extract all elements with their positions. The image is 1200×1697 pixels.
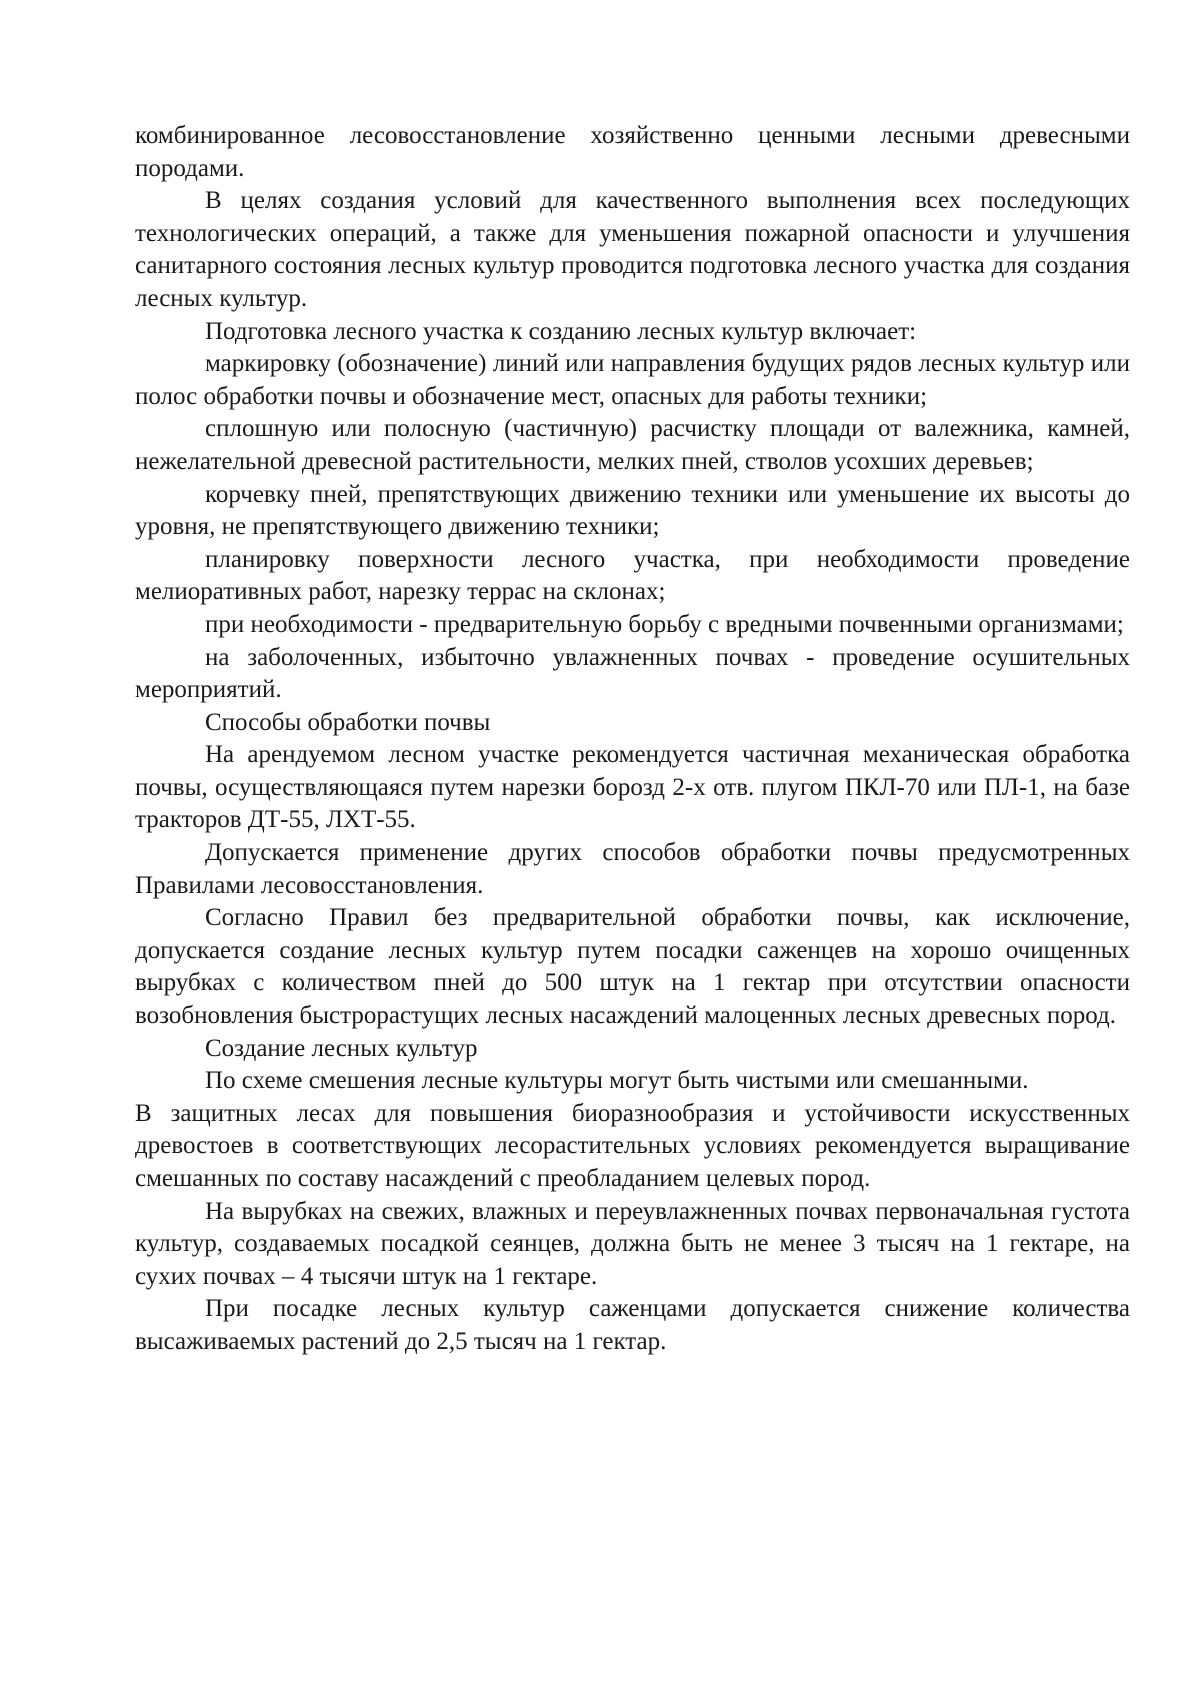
paragraph-purpose: В целях создания условий для качественного выполнения всех последующих технологических операций, а также для уменьшения пожарной опасности и улучшения санитарного состояния лесных культур проводится подготовка лесного участка для создания лесных культур. xyxy=(135,187,1130,312)
paragraph-continuation: комбинированное лесовосстановление хозяйственно ценными лесными древесными породами. xyxy=(135,122,1130,182)
list-item-clearing: сплошную или полосную (частичную) расчистку площади от валежника, камней, нежелательной древесной растительности, мелких пней, стволов усохших деревьев; xyxy=(135,415,1130,475)
paragraph-preparation-intro: Подготовка лесного участка к созданию лесных культур включает: xyxy=(205,317,917,345)
paragraph-protective-forests: В защитных лесах для повышения биоразнообразия и устойчивости искусственных древостоев в соответствующих лесорастительных условиях рекомендуется выращивание смешанных по составу насаждений с преобладанием целевых пород. xyxy=(135,1099,1130,1192)
paragraph-mixing-scheme: По схеме смешения лесные культуры могут быть чистыми или смешанными. xyxy=(205,1067,1029,1095)
document-page xyxy=(135,120,1130,1359)
list-item-surface-planning: планировку поверхности лесного участка, при необходимости проведение мелиоративных работ, нарезку террас на склонах; xyxy=(135,545,1130,606)
paragraph-soil-treatment: На арендуемом лесном участке рекомендуется частичная механическая обработка почвы, осуществляющаяся путем нарезки борозд 2-х отв. плугом ПКЛ-70 или ПЛ-1, на базе тракторов ДТ-55, ЛХТ-55. xyxy=(135,741,1130,834)
list-item-stump-removal: корчевку пней, препятствующих движению техники или уменьшение их высоты до уровня, не препятствующего движению техники; xyxy=(135,480,1130,541)
paragraph-exception: Согласно Правил без предварительной обработки почвы, как исключение, допускается создание лесных культур путем посадки саженцев на хорошо очищенных вырубках с количеством пней до 500 штук на 1 гектар при отсутствии опасности возобновления быстрорастущих лесных насаждений малоценных лесных древесных пород. xyxy=(135,904,1130,1030)
list-item-marking: маркировку (обозначение) линий или направления будущих рядов лесных культур или полос обработки почвы и обозначение мест, опасных для работы техники; xyxy=(135,350,1130,410)
paragraph-seedling-planting: При посадке лесных культур саженцами допускается снижение количества высаживаемых растений до 2,5 тысяч на 1 гектар. xyxy=(135,1295,1130,1355)
section-heading-soil-treatment: Способы обработки почвы xyxy=(205,708,491,736)
section-heading-creation: Создание лесных культур xyxy=(205,1034,478,1062)
list-item-drainage: на заболоченных, избыточно увлажненных почвах - проведение осушительных мероприятий. xyxy=(135,643,1130,704)
paragraph-other-methods: Допускается применение других способов обработки почвы предусмотренных Правилами лесовосстановления. xyxy=(135,839,1130,899)
list-item-pest-control: при необходимости - предварительную борьбу с вредными почвенными организмами; xyxy=(205,610,1124,638)
paragraph-initial-density: На вырубках на свежих, влажных и переувлажненных почвах первоначальная густота культур, создаваемых посадкой сеянцев, должна быть не менее 3 тысяч на 1 гектаре, на сухих почвах – 4 тысячи штук на 1 гектаре. xyxy=(135,1197,1130,1290)
